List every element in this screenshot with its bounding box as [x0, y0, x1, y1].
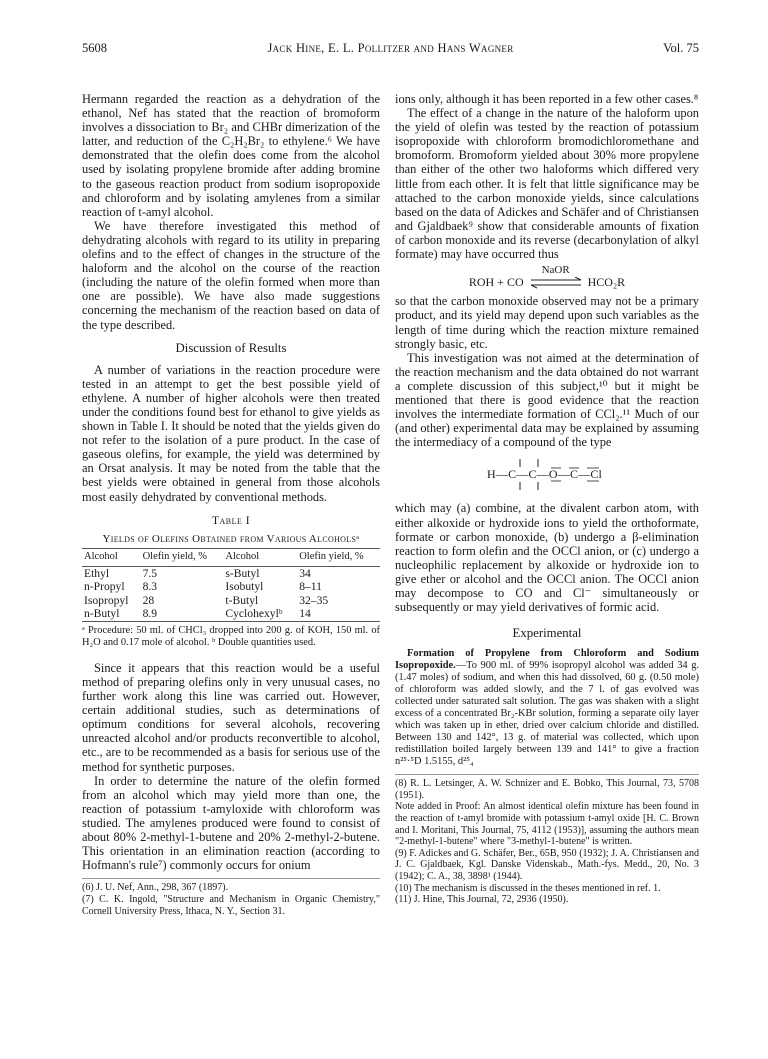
- page-header: [82, 41, 699, 59]
- table-cell: 28: [142, 593, 155, 607]
- table-row: [82, 580, 380, 594]
- experimental-paragraph: [395, 648, 699, 768]
- table-cell: 8–11: [299, 580, 322, 594]
- chemical-structure: [395, 455, 699, 493]
- table-cell: Ethyl: [84, 566, 110, 580]
- table-header: Alcohol: [82, 548, 141, 566]
- table-header: Olefin yield, %: [297, 548, 380, 566]
- paragraph: Since it appears that this reaction would be a useful method of preparing olefins only in very unusual cases, no further work along this line was carried out. However, certain additional studies, such as determinations of optimum conditions for several alcohols, recovering unreacted alcohol and/or products reconvertible to alcohol, etc., are to be recommended as a basis for serious use of the method for synthetic purposes.: [82, 660, 380, 774]
- table-title: Table I: [211, 514, 251, 527]
- footnote: (9) F. Adickes and G. Schäfer, Ber., 65B, 950 (1932); J. A. Christiansen and J. C. Gjaldbaek, Kgl. Danske Videnskab., Math.-fys. Medd., 20, No. 3 (1942); C. A., 38, 3898¹ (1944).: [395, 847, 699, 882]
- table-cell: 7.5: [142, 566, 158, 580]
- volume-number: Vol. 75: [663, 41, 699, 55]
- table-cell: 8.3: [142, 580, 158, 594]
- footnote: (6) J. U. Nef, Ann., 298, 367 (1897).: [82, 882, 229, 894]
- paragraph: The effect of a change in the nature of the haloform upon the yield of olefin was tested by the reaction of potassium isopropoxide with chloroform bromodichloromethane and bromoform. Bromoform yielded about 30% more propylene than either of the other two haloforms which differed very little from each other. It is felt that little significance may be attached to the carbon monoxide yields, since calculations based on the data of Adickes and Schäfer and of Christiansen and Gjaldbaek⁹ show that considerable amounts of fixation of carbon monoxide and its reverse (decarbonylation of alkyl formate) may have occurred thus: [395, 106, 699, 262]
- paragraph: We have therefore investigated this method of dehydrating alcohols with regard to its utility in preparing olefins and to the effect of changes in the structure of the haloform and the alcohol on the course of the reaction (including the nature of the olefin formed when more than one are possible). We have also made suggestions concerning the mechanism of the reaction based on data of the type described.: [82, 218, 380, 332]
- table-row: [82, 594, 380, 608]
- table-caption: Yields of Olefins Obtained from Various Alcoholsᵃ: [102, 532, 360, 545]
- footnote: (8) R. L. Letsinger, A. W. Schnizer and E. Bobko, This Journal, 73, 5708 (1951).: [395, 778, 699, 801]
- paragraph: This investigation was not aimed at the determination of the reaction mechanism and the data obtained do not warrant a complete discussion of this subject,¹⁰ but it might be mentioned that there is good evidence that the reaction involves the intermediate formation of CCl₂.¹¹ Much of our (and other) experimental data may be explained by assuming the intermediacy of a compound of the type: [395, 350, 699, 450]
- footnote: (10) The mechanism is discussed in the theses mentioned in ref. 1.: [395, 882, 661, 894]
- left-column: [82, 92, 380, 917]
- table-cell: n-Butyl: [84, 607, 120, 621]
- equation-right: HCO₂R: [587, 275, 626, 290]
- equilibrium-arrow-icon: [527, 264, 585, 291]
- page-number: 5608: [82, 41, 107, 55]
- table-header: Alcohol: [223, 548, 297, 566]
- table-cell: Isobutyl: [225, 580, 264, 594]
- table-row: [82, 566, 380, 580]
- table-cell: Isopropyl: [84, 593, 129, 607]
- table-cell: 34: [299, 566, 311, 580]
- table-cell: n-Propyl: [84, 580, 125, 594]
- paragraph: A number of variations in the reaction procedure were tested in an attempt to get the best possible yield of ethylene. A number of higher alcohols were then treated under the conditions found best for ethanol to give yields as shown in Table I. It should be noted that the yields given do not refer to the isolation of a pure product. In the case of gaseous olefins, for example, the yield was determined by an Orsat analysis. It may be noted from the table that the best yields were obtained in general from those alcohols most easily dehydrated by conventional methods.: [82, 362, 380, 504]
- footnotes-left: [82, 878, 380, 917]
- equation-condition: NaOR: [541, 264, 570, 277]
- table-row: [82, 607, 380, 621]
- paragraph: ions only, although it has been reported in a few other cases.⁸: [395, 92, 699, 106]
- equation-left: ROH + CO: [468, 275, 524, 290]
- table-header: Olefin yield, %: [141, 548, 224, 566]
- paragraph: which may (a) combine, at the divalent carbon atom, with either alkoxide or hydroxide ions to yield the orthoformate, formate or carbon monoxide, (b) undergo a β-elimination reaction to form olefin and the OCCl anion, or (c) undergo a nucleophilic replacement by alkoxide or hydroxide ion to give ether or alcohol and the OCCl anion. The OCCl anion may decompose to CO and Cl⁻ simultaneously or subsequently or may yield derivatives of formic acid.: [395, 501, 699, 615]
- paragraph: In order to determine the nature of the olefin formed from an alcohol which may yield more than one, the reaction of potassium t-amyloxide with chloroform was studied. The amylenes produced were found to consist of about 80% 2-methyl-1-butene and 20% 2-methyl-2-butene. This orientation in an elimination reaction (according to Hofmann's rule⁷) commonly occurs for onium: [82, 773, 380, 873]
- paragraph: so that the carbon monoxide observed may not be a primary product, and its yield may depend upon such variables as the length of time during which the reaction mixture remained strongly basic, etc.: [395, 294, 699, 351]
- olefin-yield-table: [82, 548, 380, 622]
- table-cell: 8.9: [142, 607, 158, 621]
- table-cell: Cyclohexylᵇ: [225, 607, 283, 621]
- table-cell: t-Butyl: [225, 593, 259, 607]
- footnote: Note added in Proof: An almost identical olefin mixture has been found in the reaction of t-amyl bromide with potassium t-amyl oxide [H. C. Brown and I. Moritani, This Journal, 75, 4112 (1953)], assuming the authors mean "2-methyl-1-butene" where "3-methyl-1-butene" is written.: [395, 801, 699, 848]
- experimental-heading: Formation of Propylene from Chloroform and Sodium Isopropoxide.: [395, 648, 699, 672]
- paragraph: Hermann regarded the reaction as a dehydration of the ethanol, Nef has stated that the reaction of bromoform involves a dissociation to Br₂ and CHBr dimerization of the latter, and reduction of the C₂H₂Br₂ to ethylene.⁶ We have demonstrated that the olefin does come from the alcohol used by isolating propylene bromide after adding bromine to the gaseous reaction product from sodium isopropoxide and chloroform and by isolating amylenes from a similar reaction of t-amyl alcohol.: [82, 92, 380, 219]
- structure-formula: H—C—C—O—C—Cl: [487, 467, 603, 482]
- table-cell: 14: [299, 607, 311, 621]
- table-cell: 32–35: [299, 593, 329, 607]
- footnote: (7) C. K. Ingold, "Structure and Mechanism in Organic Chemistry," Cornell University Press, Ithaca, N. Y., Section 31.: [82, 893, 380, 917]
- footnotes-right: [395, 774, 699, 906]
- table-cell: s-Butyl: [225, 566, 260, 580]
- section-heading-experimental: Experimental: [512, 626, 582, 641]
- section-heading-discussion: Discussion of Results: [175, 340, 287, 355]
- experimental-text: —To 900 ml. of 99% isopropyl alcohol was added 34 g. (1.47 moles) of sodium, and when this had dissolved, 60 g. (0.50 mole) of chloroform was added slowly, and the 7 l. of gas evolved was collected under saturated salt solution. The gas was shaken with a slight excess of a concentrated Br₂-KBr solution, forming a separate oily layer which was taken up in ether, dried over calcium chloride and distilled. Between 130 and 142°, 13 g. of material was collected, which upon redistillation boiled largely between 139 and 141° to give a fraction n²⁵·⁵D 1.5155, d²⁵₄: [395, 660, 699, 768]
- right-column: [395, 92, 699, 906]
- table-footnote: ᵃ Procedure: 50 ml. of CHCl₃ dropped into 200 g. of KOH, 150 ml. of H₂O and 0.17 mole of alcohol. ᵇ Double quantities used.: [82, 624, 380, 648]
- running-head-authors: Jack Hine, E. L. Pollitzer and Hans Wagner: [267, 41, 514, 55]
- footnote: (11) J. Hine, This Journal, 72, 2936 (1950).: [395, 894, 569, 906]
- equilibrium-equation: [395, 264, 699, 291]
